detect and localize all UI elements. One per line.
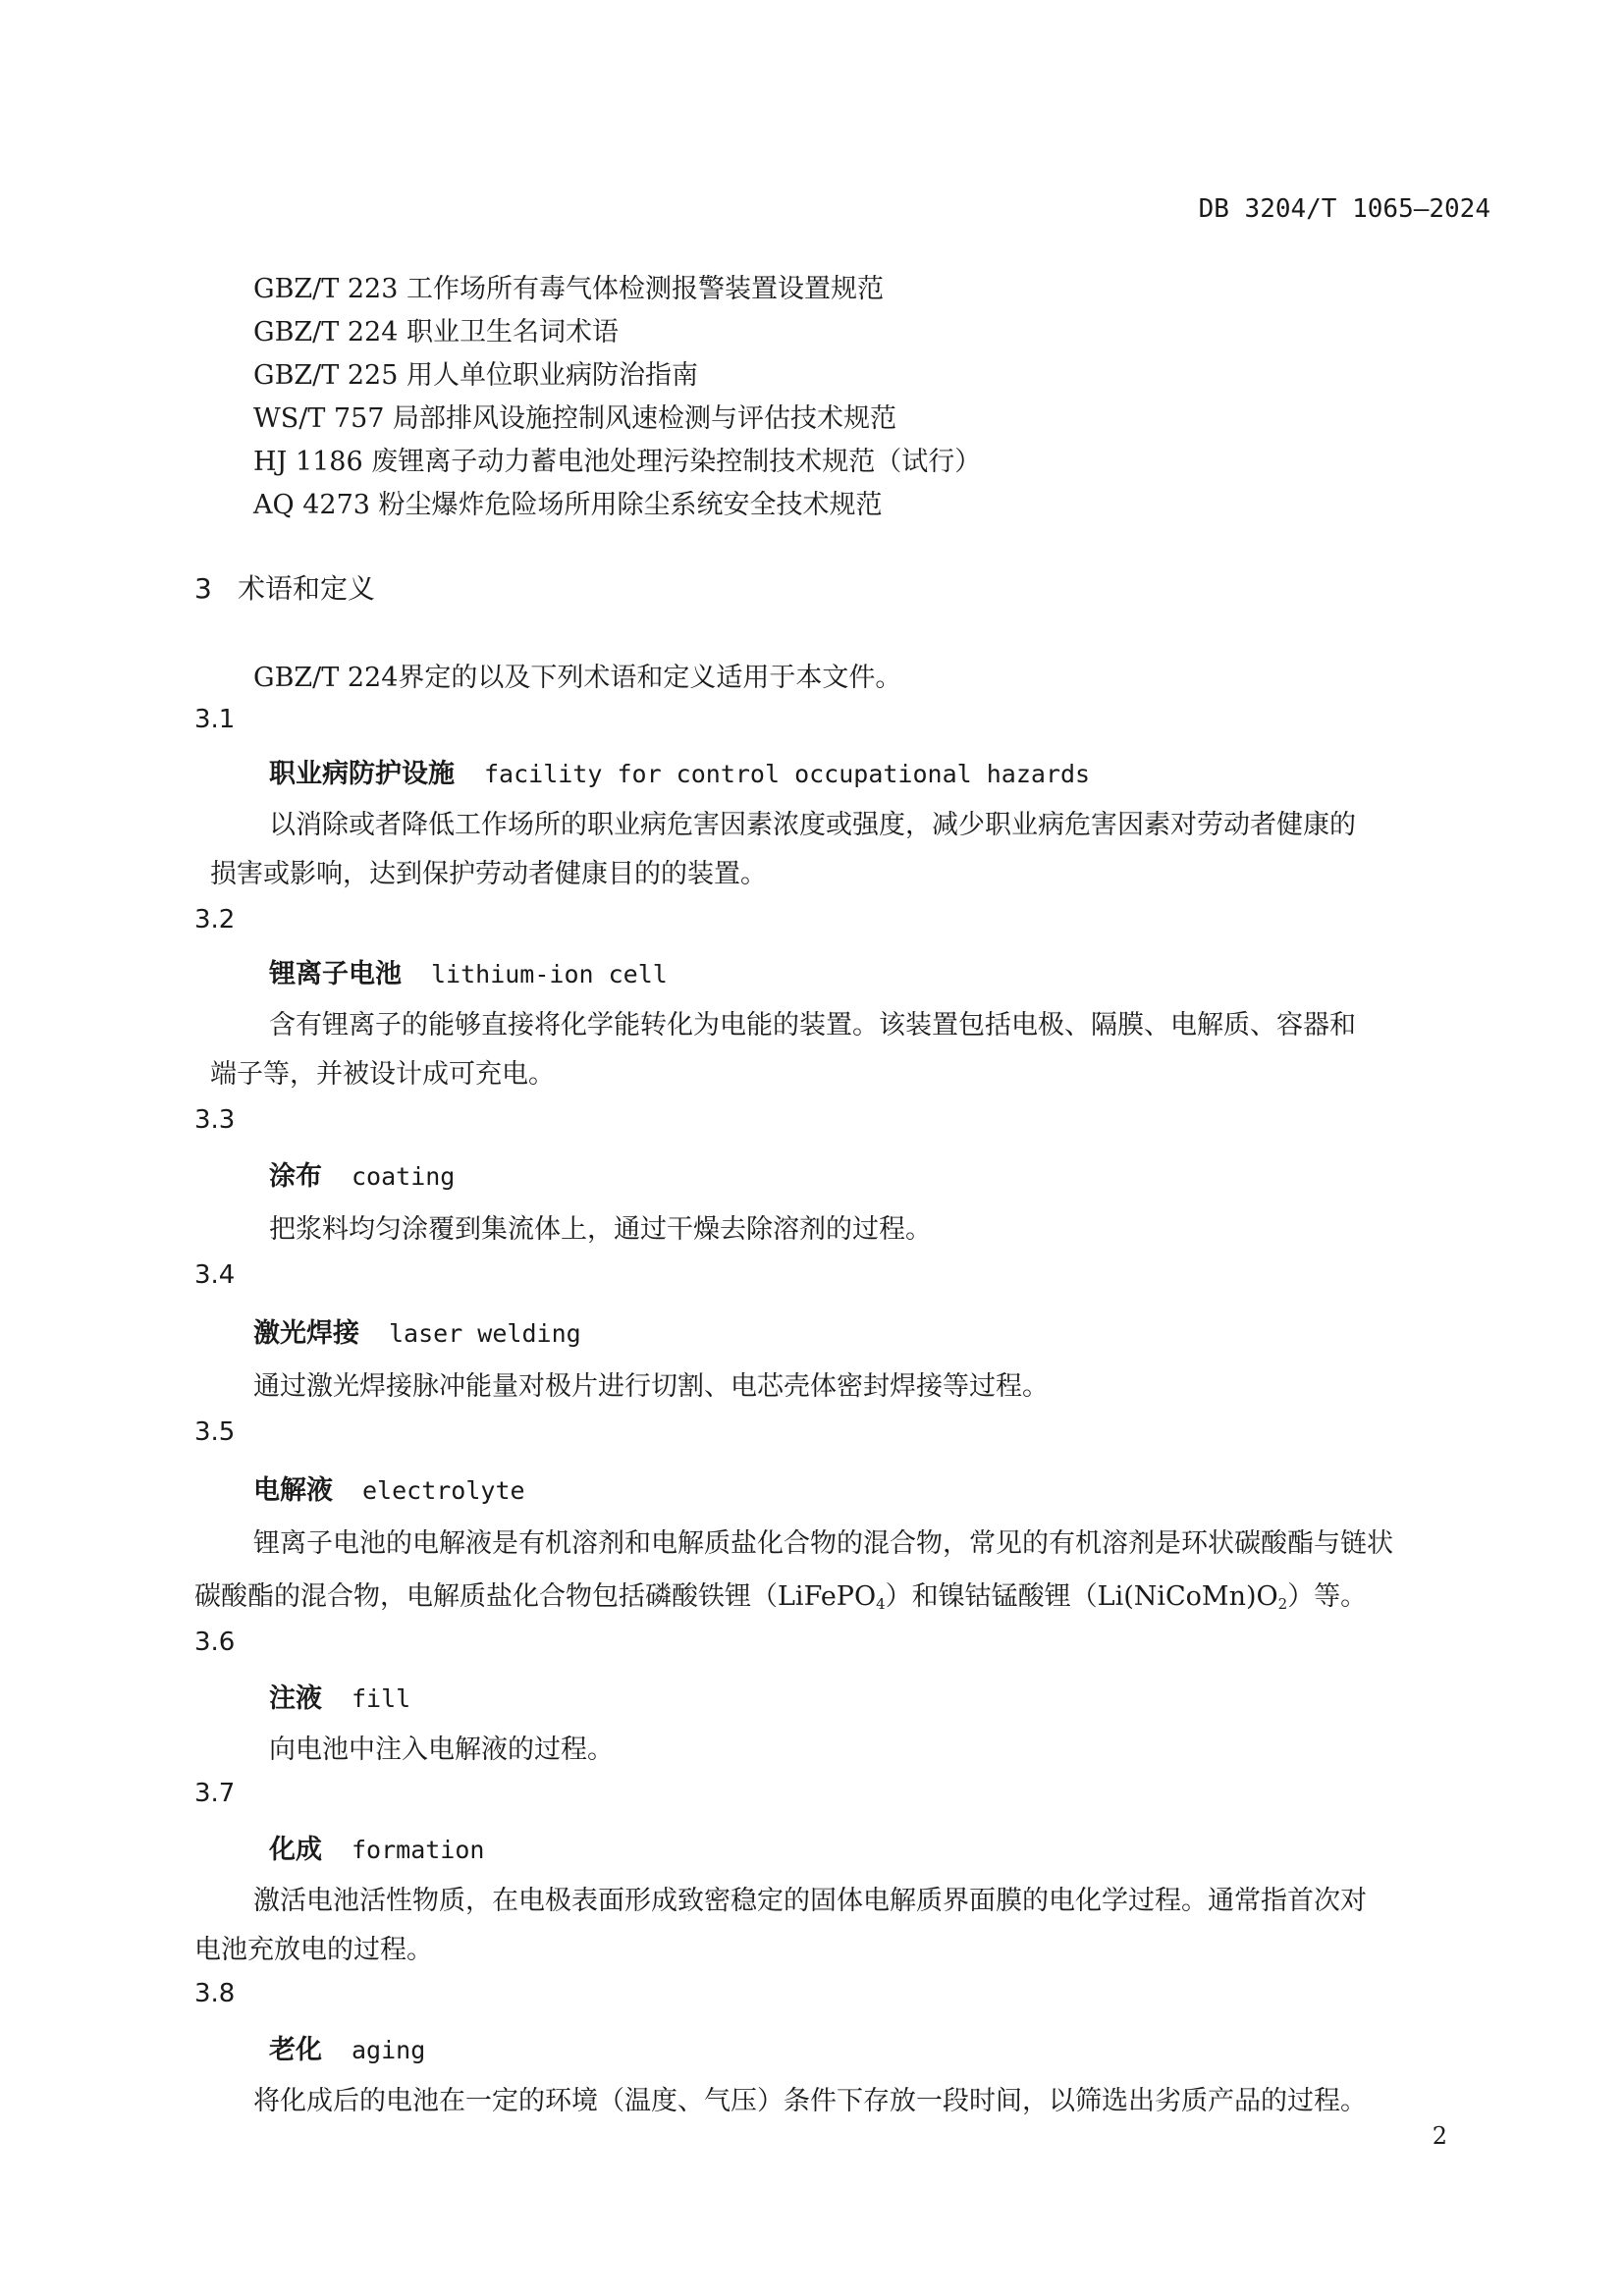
term-heading (269, 752, 1090, 790)
term-chinese: 锂离子电池 (269, 959, 402, 989)
section-number: 3 (194, 572, 212, 605)
term-definition: 碳酸酯的混合物，电解质盐化合物包括磷酸铁锂（LiFePO$_4$）和镍钴锰酸锂$(Li(NiCoMn)O_2)$等。 (194, 1581, 1368, 1613)
reference-item: AQ 4273 粉尘爆炸危险场所用除尘系统安全技术规范 (253, 490, 883, 520)
term-definition: 将化成后的电池在一定的环境（温度、气压）条件下存放一段时间，以筛选出劣质产品的过程。 (253, 2086, 1367, 2116)
term-heading (253, 1311, 581, 1350)
term-english: lithium-ion cell (431, 960, 668, 988)
term-chinese: 涂布 (269, 1161, 322, 1192)
term-chinese: 电解液 (253, 1475, 333, 1506)
term-definition: 端子等，并被设计成可充电。 (210, 1059, 555, 1090)
term-heading (269, 1828, 484, 1866)
term-english: fill (352, 1684, 411, 1713)
term-definition: 锂离子电池的电解液是有机溶剂和电解质盐化合物的混合物，常见的有机溶剂是环状碳酸酯与链状 (253, 1528, 1393, 1559)
term-heading (269, 2028, 425, 2066)
term-definition: 电池充放电的过程。 (194, 1935, 433, 1965)
reference-item: GBZ/T 224 职业卫生名词术语 (253, 317, 619, 347)
term-number: 3.7 (194, 1779, 236, 1808)
reference-item: GBZ/T 225 用人单位职业病防治指南 (253, 360, 698, 391)
term-definition: 通过激光焊接脉冲能量对极片进行切割、电芯壳体密封焊接等过程。 (253, 1371, 1049, 1402)
term-definition: 以消除或者降低工作场所的职业病危害因素浓度或强度，减少职业病危害因素对劳动者健康的 (269, 810, 1356, 840)
term-heading (269, 952, 668, 990)
section-intro: GBZ/T 224界定的以及下列术语和定义适用于本文件。 (253, 663, 902, 693)
term-definition: 向电池中注入电解液的过程。 (269, 1735, 614, 1765)
term-chinese: 职业病防护设施 (269, 759, 455, 789)
term-number: 3.2 (194, 905, 236, 934)
reference-item: WS/T 757 局部排风设施控制风速检测与评估技术规范 (253, 403, 897, 434)
reference-item: GBZ/T 223 工作场所有毒气体检测报警装置设置规范 (253, 274, 884, 304)
term-number: 3.1 (194, 705, 236, 734)
term-definition: 把浆料均匀涂覆到集流体上，通过干燥去除溶剂的过程。 (269, 1214, 932, 1245)
reference-item: HJ 1186 废锂离子动力蓄电池处理污染控制技术规范（试行） (253, 447, 982, 477)
term-english: laser welding (389, 1319, 581, 1348)
term-english: aging (352, 2036, 426, 2064)
page-number: 2 (1432, 2122, 1447, 2150)
document-code: DB 3204/T 1065—2024 (1198, 194, 1490, 224)
term-english: formation (352, 1836, 485, 1864)
term-heading (269, 1677, 410, 1715)
term-number: 3.8 (194, 1979, 236, 2008)
term-number: 3.4 (194, 1260, 236, 1290)
term-heading (253, 1468, 525, 1507)
term-number: 3.6 (194, 1628, 236, 1657)
term-english: coating (352, 1162, 456, 1191)
term-english: electrolyte (362, 1476, 525, 1505)
term-definition: 损害或影响，达到保护劳动者健康目的的装置。 (210, 859, 767, 889)
term-chinese: 注液 (269, 1683, 322, 1714)
section-title: 术语和定义 (238, 572, 376, 605)
term-chinese: 老化 (269, 2035, 322, 2065)
term-heading (269, 1154, 455, 1193)
term-definition: 激活电池活性物质，在电极表面形成致密稳定的固体电解质界面膜的电化学过程。通常指首次对 (253, 1886, 1367, 1916)
term-number: 3.3 (194, 1105, 236, 1135)
term-definition: 含有锂离子的能够直接将化学能转化为电能的装置。该装置包括电极、隔膜、电解质、容器和 (269, 1010, 1356, 1041)
section-heading (194, 567, 375, 607)
term-number: 3.5 (194, 1417, 236, 1447)
term-chinese: 化成 (269, 1835, 322, 1865)
term-english: facility for control occupational hazards (484, 760, 1091, 788)
term-chinese: 激光焊接 (253, 1318, 359, 1349)
